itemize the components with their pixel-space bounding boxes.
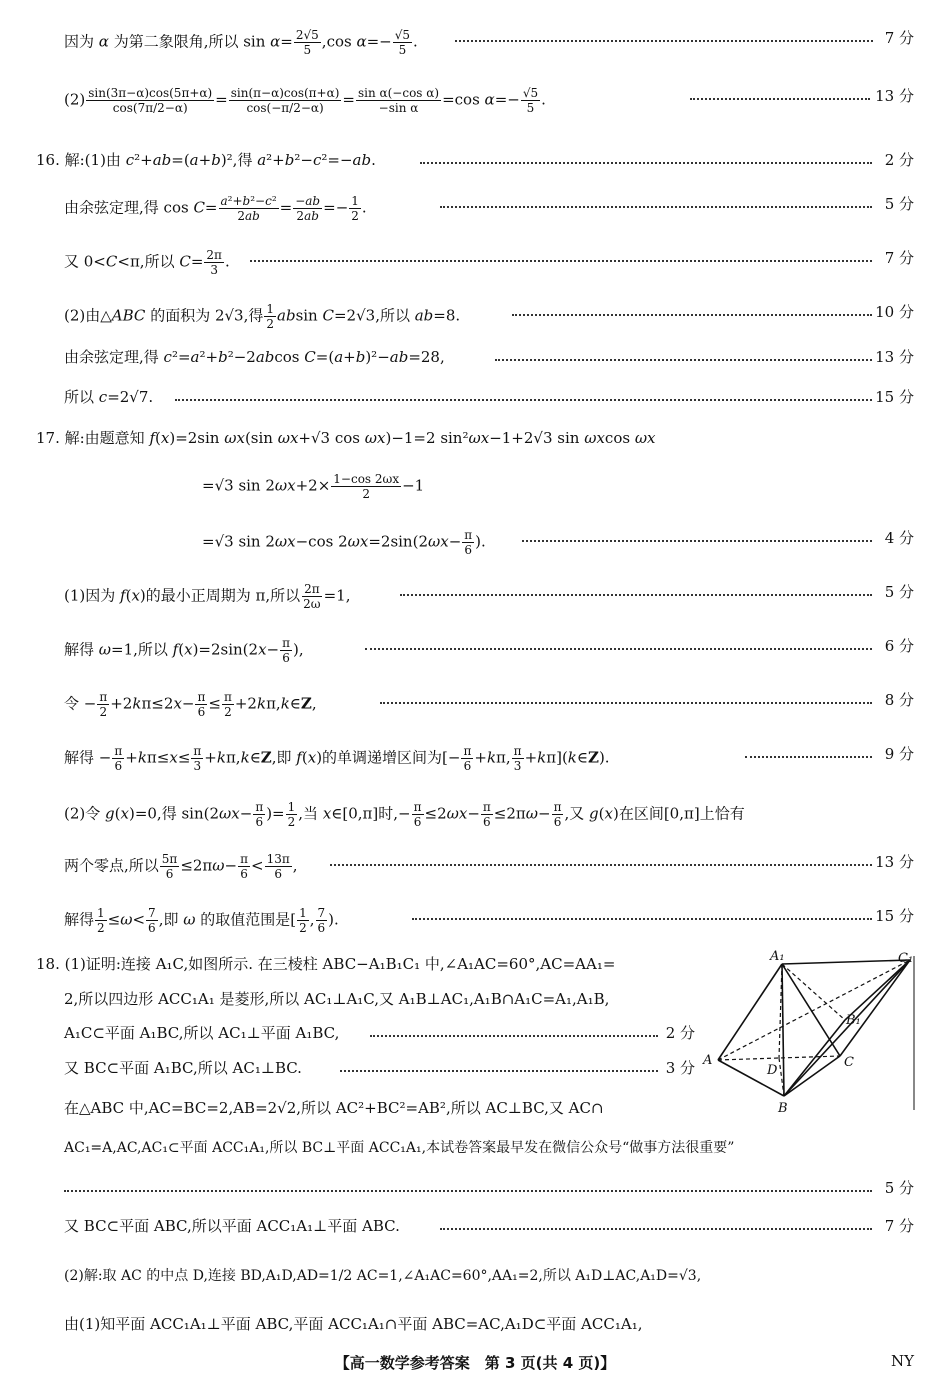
score-points: 2 分 [884, 151, 914, 169]
line-text: 解得 ω=1,所以 f(x)=2sin(2x− $\frac{\pi}{6}$ ), [64, 636, 304, 665]
score-points: 10 分 [875, 303, 914, 321]
prism-figure [700, 948, 922, 1118]
line-text: 解得 $\frac{1}{2}$ ≤ω< $\frac{7}{6}$ ,即 ω 的取值范围是[ $\frac{1}{2}$ , $\frac{7}{6}$ ). [64, 906, 339, 935]
line-text: 18. (1)证明:连接 A₁C,如图所示. 在三棱柱 ABC−A₁B₁C₁ 中,∠A₁AC=60°,AC=AA₁= [36, 955, 616, 973]
score-points: 5 分 [884, 583, 914, 601]
line-text: 在△ABC 中,AC=BC=2,AB=2√2,所以 AC²+BC²=AB²,所以 AC⊥BC,又 AC∩ [64, 1099, 604, 1117]
line-text: AC₁=A,AC,AC₁⊂平面 ACC₁A₁,所以 BC⊥平面 ACC₁A₁,本试卷答案最早发在微信公众号“做事方法很重要” [64, 1140, 735, 1156]
score-points: 7 分 [884, 29, 914, 47]
line-text: 因为 α 为第二象限角,所以 sin α= $\frac{2√5}{5}$ ,cos α=− $\frac{√5}{5}$ . [64, 28, 418, 57]
score-points: 8 分 [884, 691, 914, 709]
score-points: 15 分 [875, 388, 914, 406]
line-text: 由余弦定理,得 cos C= $\frac{\text{a²+b²−c²}}{2ab}$ = $\frac{-ab}{2ab}$ =− $\frac{1}{2}$ . [64, 194, 367, 223]
score-points: 13 分 [875, 348, 914, 366]
line-text: (2)由△ABC 的面积为 2√3,得 $\frac{1}{2}$ absin C=2√3,所以 ab=8. [64, 302, 461, 331]
score-points: 9 分 [884, 745, 914, 763]
label-A1: A₁ [770, 949, 785, 964]
page-footer: 【高一数学参考答案 第 3 页(共 4 页)】 [334, 1354, 616, 1372]
line-text: A₁C⊂平面 A₁BC,所以 AC₁⊥平面 A₁BC, [64, 1024, 340, 1042]
line-text: 16. 解:(1)由 c²+ab=(a+b)²,得 a²+b²−c²=−ab. [36, 151, 376, 169]
score-points: 13 分 [875, 87, 914, 105]
line-text: (1)因为 f(x)的最小正周期为 π,所以 $\frac{2\pi}{2\omega}$ =1, [64, 582, 351, 611]
score-points: 4 分 [884, 529, 914, 547]
line-text: 解得 − $\frac{\pi}{6}$ +kπ≤x≤ $\frac{\pi}{3}$ +kπ,k∈Z,即 f(x)的单调递增区间为[− $\frac{\pi}{6}$ +kπ, $\frac{\pi}{3}$ +kπ](k∈Z). [64, 744, 610, 773]
score-points: 7 分 [884, 249, 914, 267]
score-points: 5 分 [884, 195, 914, 213]
line-text: 由余弦定理,得 c²=a²+b²−2abcos C=(a+b)²−ab=28, [64, 348, 445, 366]
line-text: 所以 c=2√7. [64, 388, 154, 406]
score-points: 6 分 [884, 637, 914, 655]
line-text: =√3 sin 2ωx−cos 2ωx=2sin(2ωx− $\frac{\pi}{6}$ ). [202, 528, 486, 557]
score-points: 5 分 [884, 1179, 914, 1197]
footer-code: NY [890, 1352, 914, 1370]
label-C1: C₁ [898, 951, 914, 966]
line-text: 由(1)知平面 ACC₁A₁⊥平面 ABC,平面 ACC₁A₁∩平面 ABC=AC,A₁D⊂平面 ACC₁A₁, [64, 1315, 643, 1333]
label-B1: B₁ [846, 1013, 861, 1028]
score-points: 2 分 [665, 1024, 695, 1042]
label-D: D [767, 1063, 778, 1078]
line-text: 两个零点,所以 $\frac{5\pi}{6}$ ≤2πω− $\frac{\pi}{6}$ < $\frac{13\pi}{6}$ , [64, 852, 298, 881]
score-points: 13 分 [875, 853, 914, 871]
score-points: 7 分 [884, 1217, 914, 1235]
score-points: 15 分 [875, 907, 914, 925]
line-text: 又 BC⊂平面 ABC,所以平面 ACC₁A₁⊥平面 ABC. [64, 1217, 400, 1235]
line-text: 又 0<C<π,所以 C= $\frac{2\pi}{3}$ . [64, 248, 230, 277]
label-B: B [778, 1101, 788, 1116]
line-text: 令 − $\frac{\pi}{2}$ +2kπ≤2x− $\frac{\pi}{6}$ ≤ $\frac{\pi}{2}$ +2kπ,k∈Z, [64, 690, 317, 719]
line-text: (2)解:取 AC 的中点 D,连接 BD,A₁D,AD=1/2 AC=1,∠A₁AC=60°,AA₁=2,所以 A₁D⊥AC,A₁D=√3, [64, 1268, 702, 1284]
label-C: C [844, 1055, 854, 1070]
score-points: 3 分 [665, 1059, 695, 1077]
label-A: A [703, 1053, 713, 1068]
line-text: (2) $\frac{\sin(3\pi-\alpha)\cos(5\pi+\alpha)}{\cos(7\pi/2-\alpha)}$ = $\frac{\sin(\pi-\alpha)\cos(\pi+\alpha)}{\cos(-\pi/2-\alpha)}$ = $\frac{\text{sin α(−cos α)}}{\text{−sin α}}$ =cos α=− $\frac{√5}{5}$ . [64, 86, 546, 115]
line-text: 2,所以四边形 ACC₁A₁ 是菱形,所以 AC₁⊥A₁C,又 A₁B⊥AC₁,A₁B∩A₁C=A₁,A₁B, [64, 990, 610, 1008]
line-text: 又 BC⊂平面 A₁BC,所以 AC₁⊥BC. [64, 1059, 302, 1077]
line-text: =√3 sin 2ωx+2× $\frac{1-\cos 2\omega x}{2}$ −1 [202, 472, 425, 501]
line-text: 17. 解:由题意知 f(x)=2sin ωx(sin ωx+√3 cos ωx)−1=2 sin²ωx−1+2√3 sin ωxcos ωx [36, 429, 656, 447]
line-text: (2)令 g(x)=0,得 sin(2ωx− $\frac{\pi}{6}$ )= $\frac{1}{2}$ ,当 x∈[0,π]时,− $\frac{\pi}{6}$ ≤2ωx− $\frac{\pi}{6}$ ≤2πω− $\frac{\pi}{6}$ ,又 g(x)在区间[0,π]上恰有 [64, 800, 745, 829]
